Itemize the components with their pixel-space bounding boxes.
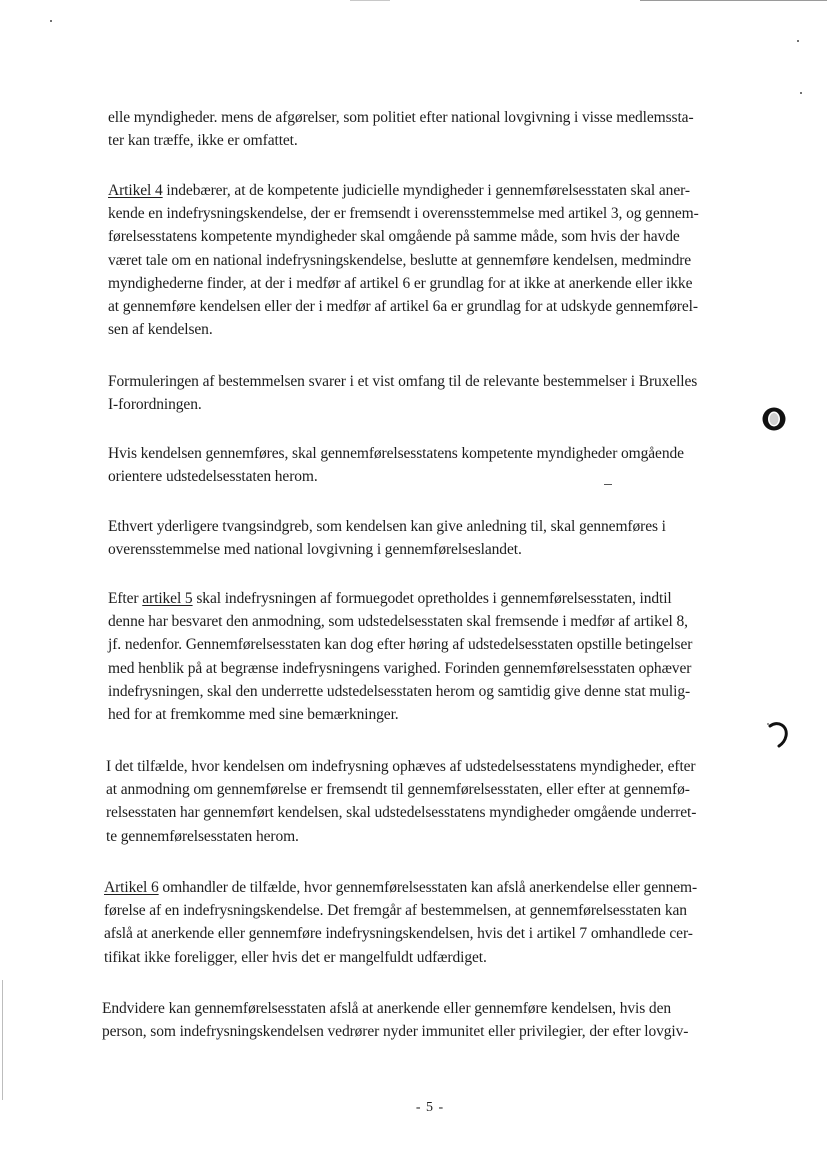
text-line: Endvidere kan gennemførelsesstaten afslå at anerkende eller gennemføre kendelsen, hvis den (102, 1000, 671, 1017)
text-line: med henblik på at begrænse indefrysningens varighed. Forinden gennemførelsesstaten ophæver (108, 659, 692, 677)
text-line: elle myndigheder. mens de afgørelser, som politiet efter national lovgivning i visse medlemssta- (108, 109, 694, 126)
text-line: I det tilfælde, hvor kendelsen om indefrysning ophæves af udstedelsesstatens myndigheder, efter (106, 758, 696, 775)
text-line: te gennemførelsesstaten herom. (106, 827, 299, 845)
scan-edge-line (640, 0, 827, 1)
page-number: - 5 - (415, 1100, 445, 1115)
text-line: I-forordningen. (108, 396, 202, 414)
text-line: Formuleringen af bestemmelsen svarer i et vist omfang til de relevante bestemmelser i Bruxelles (108, 373, 698, 390)
punch-arc-icon (764, 718, 792, 748)
article-reference: Artikel 6 (104, 879, 159, 896)
text-fragment: indebærer, at de kompetente judicielle myndigheder i gennemførelsesstaten skal aner- (162, 182, 690, 199)
paragraph (104, 876, 697, 969)
text-line: afslå at anerkende eller gennemføre indefrysningskendelsen, hvis det i artikel 7 omhandlede cer- (104, 925, 693, 943)
scan-speck (50, 20, 52, 22)
text-line: at gennemføre kendelsen eller der i medfør af artikel 6a er grundlag for at udskyde gennemførel- (108, 298, 698, 316)
text-line: at anmodning om gennemførelse er fremsendt til gennemførelsesstaten, eller efter at gennemfø- (106, 781, 690, 799)
paragraph (108, 106, 694, 152)
scan-edge-line (2, 980, 3, 1100)
text-line (108, 179, 699, 202)
text-line: Hvis kendelsen gennemføres, skal gennemførelsesstatens kompetente myndigheder omgående (108, 445, 684, 462)
paragraph (106, 755, 696, 848)
text-line: kende en indefrysningskendelse, der er fremsendt i overensstemmelse med artikel 3, og gennem- (108, 205, 699, 223)
text-line: orientere udstedelsesstaten herom. (108, 468, 318, 486)
text-line (104, 876, 697, 899)
punch-hole-icon (761, 406, 787, 432)
article-reference: Artikel 4 (108, 182, 163, 199)
text-line: hed for at fremkomme med sine bemærkninger. (108, 706, 399, 724)
paragraph (108, 515, 666, 561)
text-fragment: omhandler de tilfælde, hvor gennemførelsesstaten kan afslå anerkendelse eller gennem- (158, 879, 698, 896)
paragraph (108, 442, 684, 488)
text-line: Ethvert yderligere tvangsindgreb, som kendelsen kan give anledning til, skal gennemføres i (108, 518, 666, 535)
text-line: jf. nedenfor. Gennemførelsesstaten kan dog efter høring af udstedelsesstaten opstille betingelser (108, 636, 693, 654)
scan-speck (797, 40, 799, 42)
text-line: denne har besvaret den anmodning, som udstedelsesstaten skal fremsende i medfør af artikel 8, (108, 613, 688, 631)
paragraph (108, 179, 699, 341)
text-fragment: skal indefrysningen af formuegodet opretholdes i gennemførelsesstaten, indtil (192, 590, 672, 607)
text-fragment: Efter (108, 590, 143, 607)
text-line: tifikat ikke foreligger, eller hvis det er mangelfuldt udfærdiget. (104, 948, 487, 966)
text-line: været tale om en national indefrysningskendelse, beslutte at gennemføre kendelsen, medmindre (108, 251, 692, 269)
text-line: myndighederne finder, at der i medfør af artikel 6 er grundlag for at ikke at anerkende eller ikke (108, 274, 693, 292)
text-line: førelsesstatens kompetente myndigheder skal omgående på samme måde, som hvis der havde (108, 228, 680, 246)
text-line: relsesstaten har gennemført kendelsen, skal udstedelsesstatens myndigheder omgående underret- (106, 804, 697, 822)
text-line: førelse af en indefrysningskendelse. Det fremgår af bestemmelsen, at gennemførelsesstaten kan (104, 902, 687, 920)
paragraph (108, 370, 697, 416)
text-line: ter kan træffe, ikke er omfattet. (108, 132, 298, 150)
scan-edge-line (350, 0, 390, 1)
paragraph (108, 587, 692, 726)
scan-speck (800, 92, 802, 94)
text-line (108, 587, 692, 610)
text-line: indefrysningen, skal den underrette udstedelsesstaten herom og samtidig give denne stat mulig- (108, 682, 691, 700)
text-line: person, som indefrysningskendelsen vedrører nyder immunitet eller privilegier, der efter lovgiv- (102, 1023, 689, 1041)
scan-mark (604, 484, 612, 485)
text-line: sen af kendelsen. (108, 321, 213, 339)
text-line: overensstemmelse med national lovgivning i gennemførelseslandet. (108, 541, 522, 559)
paragraph (102, 997, 688, 1043)
article-reference: artikel 5 (142, 590, 193, 607)
